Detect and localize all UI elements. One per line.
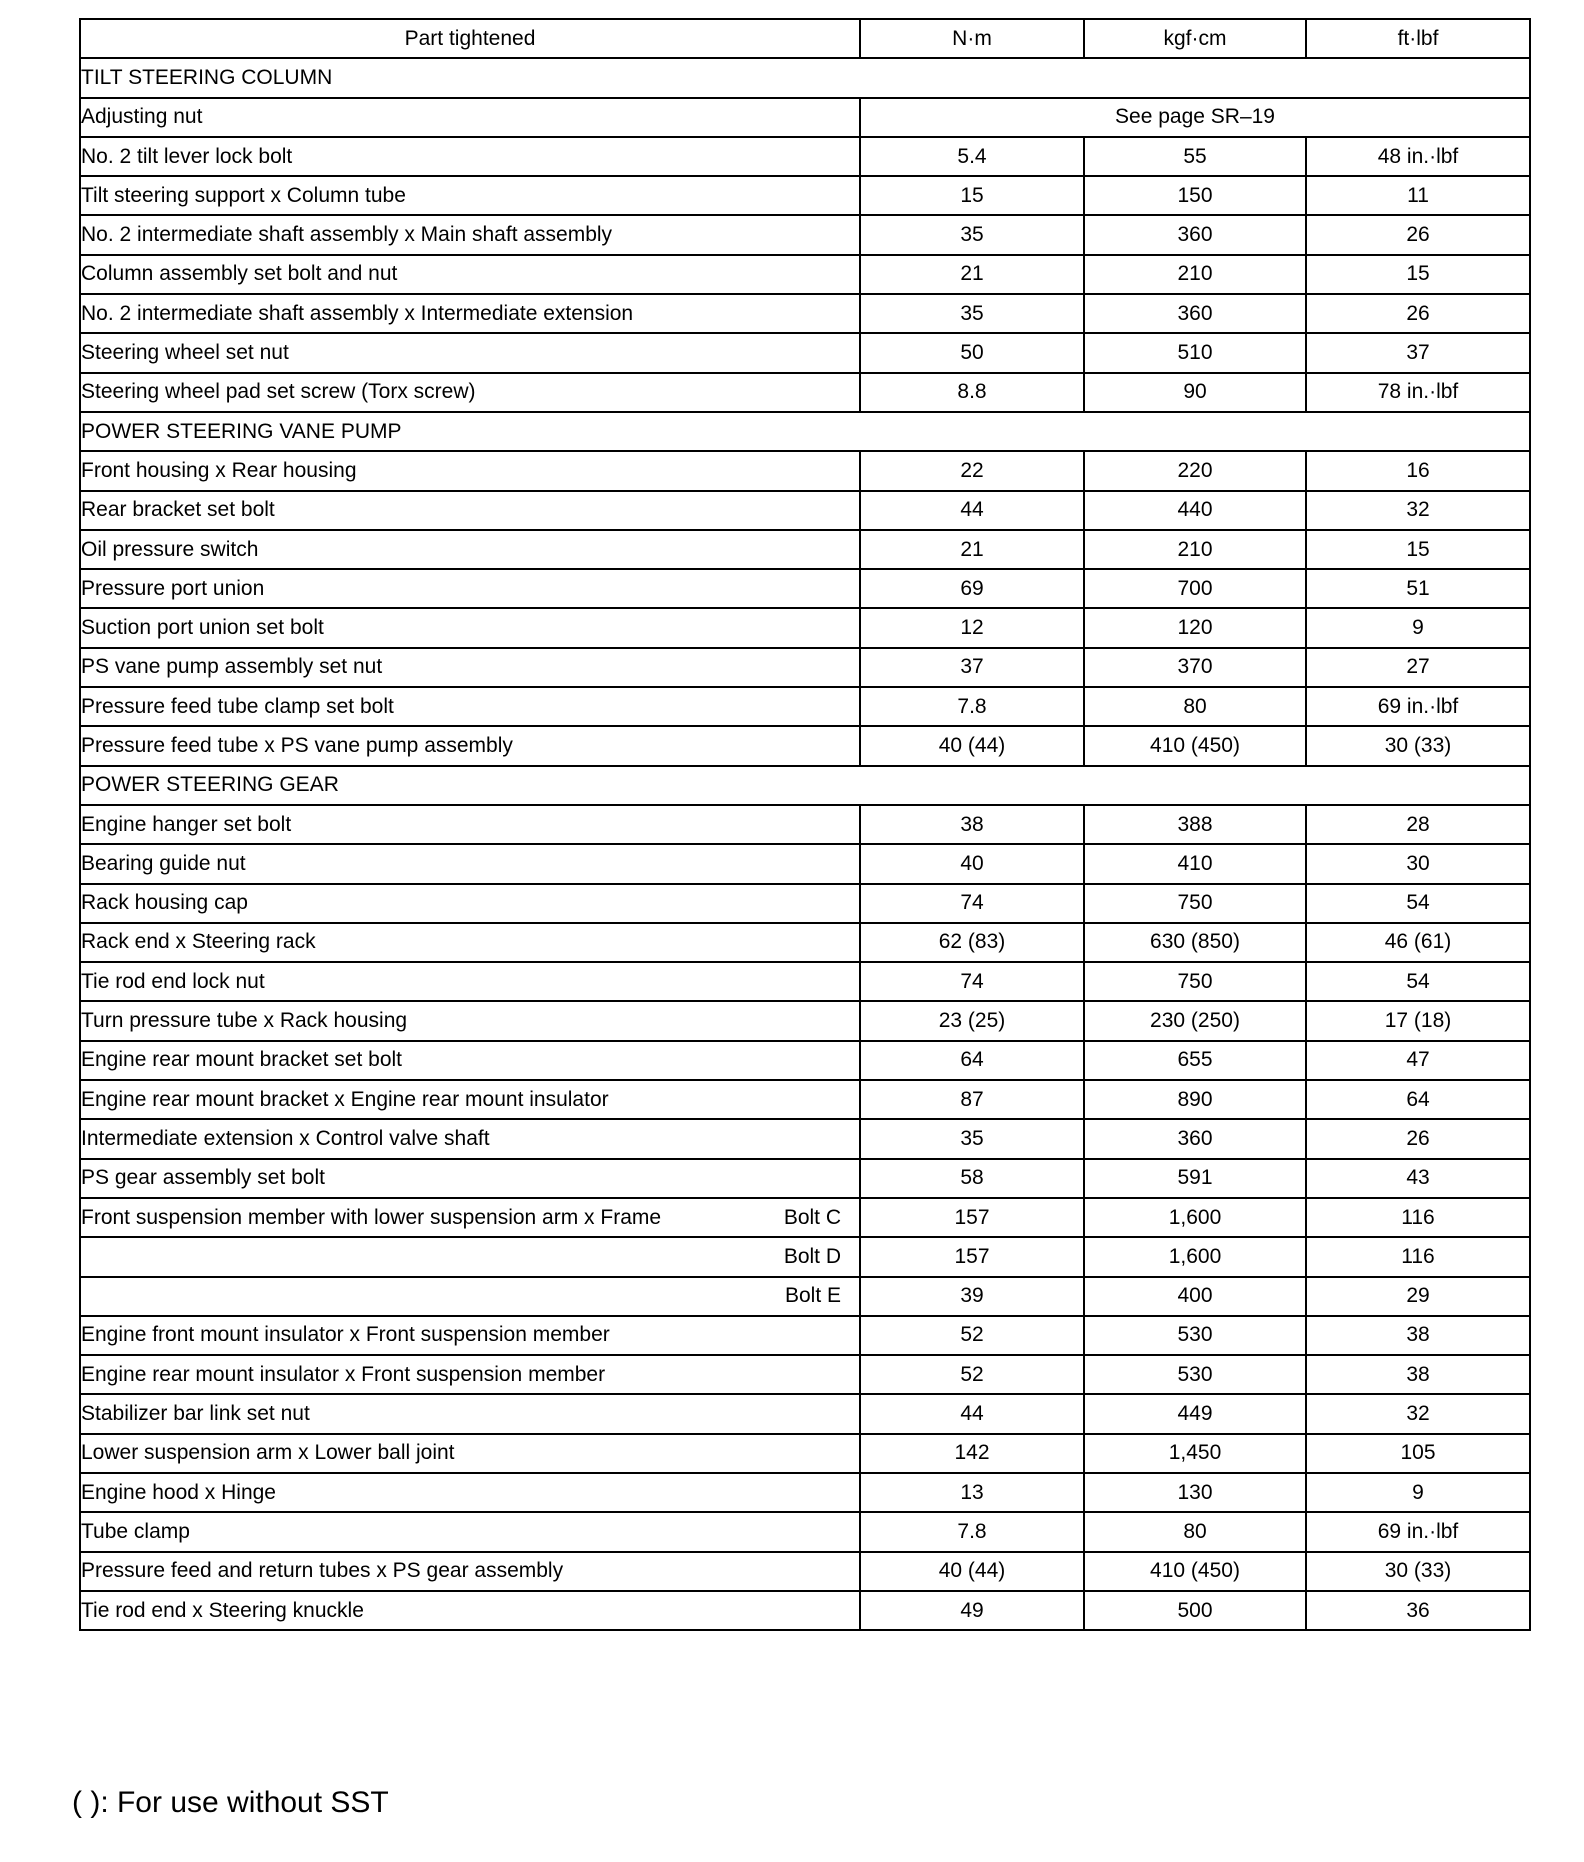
part-name: Tube clamp — [81, 1519, 190, 1543]
part-name: Tilt steering support x Column tube — [81, 183, 406, 207]
table-row — [80, 648, 1530, 687]
ft-value: 26 — [1306, 215, 1530, 254]
nm-value: 157 — [860, 1237, 1084, 1276]
part-cell — [80, 1237, 860, 1276]
nm-value: 62 (83) — [860, 923, 1084, 962]
table-row — [80, 530, 1530, 569]
nm-value: 8.8 — [860, 373, 1084, 412]
table-row — [80, 98, 1530, 137]
part-cell — [80, 294, 860, 333]
table-row — [80, 1552, 1530, 1591]
nm-value: 69 — [860, 569, 1084, 608]
ft-value: 26 — [1306, 1119, 1530, 1158]
kgf-value: 750 — [1084, 884, 1306, 923]
part-cell — [80, 608, 860, 647]
kgf-value: 700 — [1084, 569, 1306, 608]
part-cell — [80, 1277, 860, 1316]
table-row — [80, 1159, 1530, 1198]
ft-value: 9 — [1306, 608, 1530, 647]
part-name: Engine hanger set bolt — [81, 812, 292, 836]
ft-value: 30 (33) — [1306, 1552, 1530, 1591]
part-name: Pressure feed tube x PS vane pump assembly — [81, 733, 513, 757]
table-row — [80, 176, 1530, 215]
part-name: Pressure feed tube clamp set bolt — [81, 694, 394, 718]
part-with-bolt — [81, 1206, 859, 1230]
nm-value: 50 — [860, 333, 1084, 372]
ft-value: 11 — [1306, 176, 1530, 215]
table-row — [80, 373, 1530, 412]
part-cell — [80, 884, 860, 923]
table-row — [80, 255, 1530, 294]
part-cell — [80, 1552, 860, 1591]
ft-value: 27 — [1306, 648, 1530, 687]
kgf-value: 150 — [1084, 176, 1306, 215]
part-name: PS gear assembly set bolt — [81, 1166, 325, 1190]
section-title: TILT STEERING COLUMN — [80, 58, 1530, 97]
part-name: No. 2 intermediate shaft assembly x Intermediate extension — [81, 301, 634, 325]
ft-value: 46 (61) — [1306, 923, 1530, 962]
kgf-value: 591 — [1084, 1159, 1306, 1198]
part-name: Tie rod end lock nut — [81, 969, 265, 993]
nm-value: 39 — [860, 1277, 1084, 1316]
ft-value: 105 — [1306, 1434, 1530, 1473]
nm-value: 40 — [860, 844, 1084, 883]
nm-value: 87 — [860, 1080, 1084, 1119]
kgf-value: 80 — [1084, 687, 1306, 726]
part-name: Steering wheel set nut — [81, 341, 289, 365]
part-cell — [80, 1198, 860, 1237]
part-cell — [80, 1591, 860, 1630]
section-title: POWER STEERING GEAR — [80, 766, 1530, 805]
ft-value: 9 — [1306, 1473, 1530, 1512]
table-row — [80, 137, 1530, 176]
part-name: Intermediate extension x Control valve shaft — [81, 1126, 490, 1150]
ft-value: 16 — [1306, 451, 1530, 490]
kgf-value: 210 — [1084, 530, 1306, 569]
part-cell — [80, 726, 860, 765]
kgf-value: 210 — [1084, 255, 1306, 294]
ft-value: 28 — [1306, 805, 1530, 844]
table-row — [80, 451, 1530, 490]
table-row — [80, 491, 1530, 530]
nm-value: 44 — [860, 491, 1084, 530]
ft-value: 26 — [1306, 294, 1530, 333]
ft-value: 15 — [1306, 530, 1530, 569]
nm-value: 142 — [860, 1434, 1084, 1473]
section-row — [80, 58, 1530, 97]
part-name: Engine rear mount insulator x Front suspension member — [81, 1362, 606, 1386]
table-row — [80, 687, 1530, 726]
bolt-label: Bolt C — [783, 1205, 841, 1229]
ft-value: 47 — [1306, 1041, 1530, 1080]
kgf-value: 55 — [1084, 137, 1306, 176]
nm-value: 44 — [860, 1394, 1084, 1433]
part-name: Adjusting nut — [81, 105, 203, 129]
nm-value: 40 (44) — [860, 726, 1084, 765]
table-row — [80, 726, 1530, 765]
table-row — [80, 1198, 1530, 1237]
part-name: Engine front mount insulator x Front suspension member — [81, 1323, 610, 1347]
kgf-value: 410 (450) — [1084, 1552, 1306, 1591]
part-name: No. 2 intermediate shaft assembly x Main shaft assembly — [81, 223, 613, 247]
header-part: Part tightened — [80, 19, 860, 58]
kgf-value: 655 — [1084, 1041, 1306, 1080]
section-row — [80, 412, 1530, 451]
table-row — [80, 608, 1530, 647]
kgf-value: 388 — [1084, 805, 1306, 844]
part-cell — [80, 215, 860, 254]
part-name: Engine rear mount bracket x Engine rear mount insulator — [81, 1087, 609, 1111]
part-cell — [80, 1434, 860, 1473]
kgf-value: 360 — [1084, 294, 1306, 333]
kgf-value: 80 — [1084, 1512, 1306, 1551]
kgf-value: 410 — [1084, 844, 1306, 883]
ft-value: 38 — [1306, 1355, 1530, 1394]
part-cell — [80, 1080, 860, 1119]
kgf-value: 370 — [1084, 648, 1306, 687]
part-name: Lower suspension arm x Lower ball joint — [81, 1441, 455, 1465]
part-name: No. 2 tilt lever lock bolt — [81, 144, 293, 168]
kgf-value: 630 (850) — [1084, 923, 1306, 962]
ft-value: 29 — [1306, 1277, 1530, 1316]
ft-value: 32 — [1306, 491, 1530, 530]
ft-value: 48 in.·lbf — [1306, 137, 1530, 176]
header-nm: N·m — [860, 19, 1084, 58]
part-cell — [80, 923, 860, 962]
ft-value: 30 (33) — [1306, 726, 1530, 765]
part-name: Engine hood x Hinge — [81, 1480, 276, 1504]
nm-value: 7.8 — [860, 1512, 1084, 1551]
kgf-value: 530 — [1084, 1355, 1306, 1394]
kgf-value: 500 — [1084, 1591, 1306, 1630]
nm-value: 64 — [860, 1041, 1084, 1080]
ft-value: 51 — [1306, 569, 1530, 608]
table-row — [80, 1512, 1530, 1551]
nm-value: 21 — [860, 530, 1084, 569]
part-name: Rack end x Steering rack — [81, 930, 316, 954]
table-row — [80, 1237, 1530, 1276]
kgf-value: 410 (450) — [1084, 726, 1306, 765]
table-row — [80, 805, 1530, 844]
part-name: Front housing x Rear housing — [81, 458, 357, 482]
table-row — [80, 569, 1530, 608]
part-name: Rack housing cap — [81, 891, 248, 915]
torque-specification-table — [79, 18, 1531, 1631]
part-cell — [80, 98, 860, 137]
kgf-value: 890 — [1084, 1080, 1306, 1119]
nm-value: 38 — [860, 805, 1084, 844]
ft-value: 54 — [1306, 884, 1530, 923]
nm-value: 37 — [860, 648, 1084, 687]
nm-value: 23 (25) — [860, 1001, 1084, 1040]
nm-value: 35 — [860, 215, 1084, 254]
ft-value: 30 — [1306, 844, 1530, 883]
nm-value: 49 — [860, 1591, 1084, 1630]
nm-value: 157 — [860, 1198, 1084, 1237]
part-name: Stabilizer bar link set nut — [81, 1402, 310, 1426]
nm-value: 74 — [860, 884, 1084, 923]
part-cell — [80, 1394, 860, 1433]
table-row — [80, 1394, 1530, 1433]
part-cell — [80, 844, 860, 883]
table-row — [80, 1041, 1530, 1080]
part-name: Engine rear mount bracket set bolt — [81, 1048, 403, 1072]
table-row — [80, 1080, 1530, 1119]
part-cell — [80, 687, 860, 726]
part-name: Tie rod end x Steering knuckle — [81, 1598, 364, 1622]
kgf-value: 530 — [1084, 1316, 1306, 1355]
part-name: PS vane pump assembly set nut — [81, 655, 383, 679]
section-title: POWER STEERING VANE PUMP — [80, 412, 1530, 451]
part-cell — [80, 1159, 860, 1198]
table-row — [80, 1591, 1530, 1630]
table-row — [80, 884, 1530, 923]
ft-value: 69 in.·lbf — [1306, 1512, 1530, 1551]
ft-value: 64 — [1306, 1080, 1530, 1119]
part-cell — [80, 1512, 860, 1551]
ft-value: 36 — [1306, 1591, 1530, 1630]
kgf-value: 90 — [1084, 373, 1306, 412]
table-row — [80, 1355, 1530, 1394]
header-row — [80, 19, 1530, 58]
table-row — [80, 923, 1530, 962]
part-cell — [80, 333, 860, 372]
table-row — [80, 1434, 1530, 1473]
nm-value: 74 — [860, 962, 1084, 1001]
table-row — [80, 1001, 1530, 1040]
nm-value: 52 — [860, 1316, 1084, 1355]
kgf-value: 360 — [1084, 1119, 1306, 1158]
table-row — [80, 215, 1530, 254]
part-cell — [80, 1001, 860, 1040]
part-name: Pressure feed and return tubes x PS gear assembly — [81, 1559, 564, 1583]
table-row — [80, 962, 1530, 1001]
bolt-label: Bolt D — [783, 1244, 841, 1268]
part-name: Oil pressure switch — [81, 537, 259, 561]
kgf-value: 510 — [1084, 333, 1306, 372]
kgf-value: 750 — [1084, 962, 1306, 1001]
table-body — [80, 58, 1530, 1630]
ft-value: 69 in.·lbf — [1306, 687, 1530, 726]
nm-value: 40 (44) — [860, 1552, 1084, 1591]
table-row — [80, 1277, 1530, 1316]
kgf-value: 440 — [1084, 491, 1306, 530]
part-name: Pressure port union — [81, 576, 265, 600]
part-name: Column assembly set bolt and nut — [81, 262, 398, 286]
part-cell — [80, 1041, 860, 1080]
ft-value: 38 — [1306, 1316, 1530, 1355]
part-cell — [80, 1119, 860, 1158]
ft-value: 78 in.·lbf — [1306, 373, 1530, 412]
nm-value: 52 — [860, 1355, 1084, 1394]
merged-value: See page SR–19 — [860, 98, 1530, 137]
ft-value: 116 — [1306, 1237, 1530, 1276]
table-row — [80, 1473, 1530, 1512]
kgf-value: 449 — [1084, 1394, 1306, 1433]
kgf-value: 400 — [1084, 1277, 1306, 1316]
kgf-value: 220 — [1084, 451, 1306, 490]
part-name: Bearing guide nut — [81, 851, 246, 875]
part-name: Rear bracket set bolt — [81, 498, 275, 522]
part-cell — [80, 1316, 860, 1355]
part-name: Suction port union set bolt — [81, 616, 324, 640]
ft-value: 116 — [1306, 1198, 1530, 1237]
nm-value: 35 — [860, 1119, 1084, 1158]
nm-value: 12 — [860, 608, 1084, 647]
nm-value: 15 — [860, 176, 1084, 215]
kgf-value: 120 — [1084, 608, 1306, 647]
kgf-value: 130 — [1084, 1473, 1306, 1512]
part-cell — [80, 1473, 860, 1512]
ft-value: 43 — [1306, 1159, 1530, 1198]
part-name: Front suspension member with lower suspension arm x Frame — [81, 1205, 662, 1229]
part-cell — [80, 491, 860, 530]
kgf-value: 1,450 — [1084, 1434, 1306, 1473]
footnote: ( ): For use without SST — [72, 1786, 389, 1819]
part-cell — [80, 373, 860, 412]
part-name: Steering wheel pad set screw (Torx screw) — [81, 380, 476, 404]
bolt-label: Bolt E — [784, 1284, 841, 1308]
ft-value: 17 (18) — [1306, 1001, 1530, 1040]
table-row — [80, 294, 1530, 333]
kgf-value: 1,600 — [1084, 1237, 1306, 1276]
ft-value: 15 — [1306, 255, 1530, 294]
table-row — [80, 1316, 1530, 1355]
part-cell — [80, 1355, 860, 1394]
nm-value: 7.8 — [860, 687, 1084, 726]
kgf-value: 230 (250) — [1084, 1001, 1306, 1040]
nm-value: 58 — [860, 1159, 1084, 1198]
table-row — [80, 333, 1530, 372]
nm-value: 13 — [860, 1473, 1084, 1512]
kgf-value: 1,600 — [1084, 1198, 1306, 1237]
table-row — [80, 1119, 1530, 1158]
section-row — [80, 766, 1530, 805]
kgf-value: 360 — [1084, 215, 1306, 254]
part-cell — [80, 137, 860, 176]
part-cell — [80, 569, 860, 608]
ft-value: 54 — [1306, 962, 1530, 1001]
part-name: Turn pressure tube x Rack housing — [81, 1009, 408, 1033]
part-cell — [80, 451, 860, 490]
nm-value: 35 — [860, 294, 1084, 333]
table-row — [80, 844, 1530, 883]
part-cell — [80, 648, 860, 687]
part-cell — [80, 805, 860, 844]
part-cell — [80, 530, 860, 569]
header-ft: ft·lbf — [1306, 19, 1530, 58]
part-cell — [80, 176, 860, 215]
nm-value: 21 — [860, 255, 1084, 294]
part-cell — [80, 962, 860, 1001]
header-kgf: kgf·cm — [1084, 19, 1306, 58]
nm-value: 5.4 — [860, 137, 1084, 176]
ft-value: 37 — [1306, 333, 1530, 372]
nm-value: 22 — [860, 451, 1084, 490]
part-cell — [80, 255, 860, 294]
ft-value: 32 — [1306, 1394, 1530, 1433]
